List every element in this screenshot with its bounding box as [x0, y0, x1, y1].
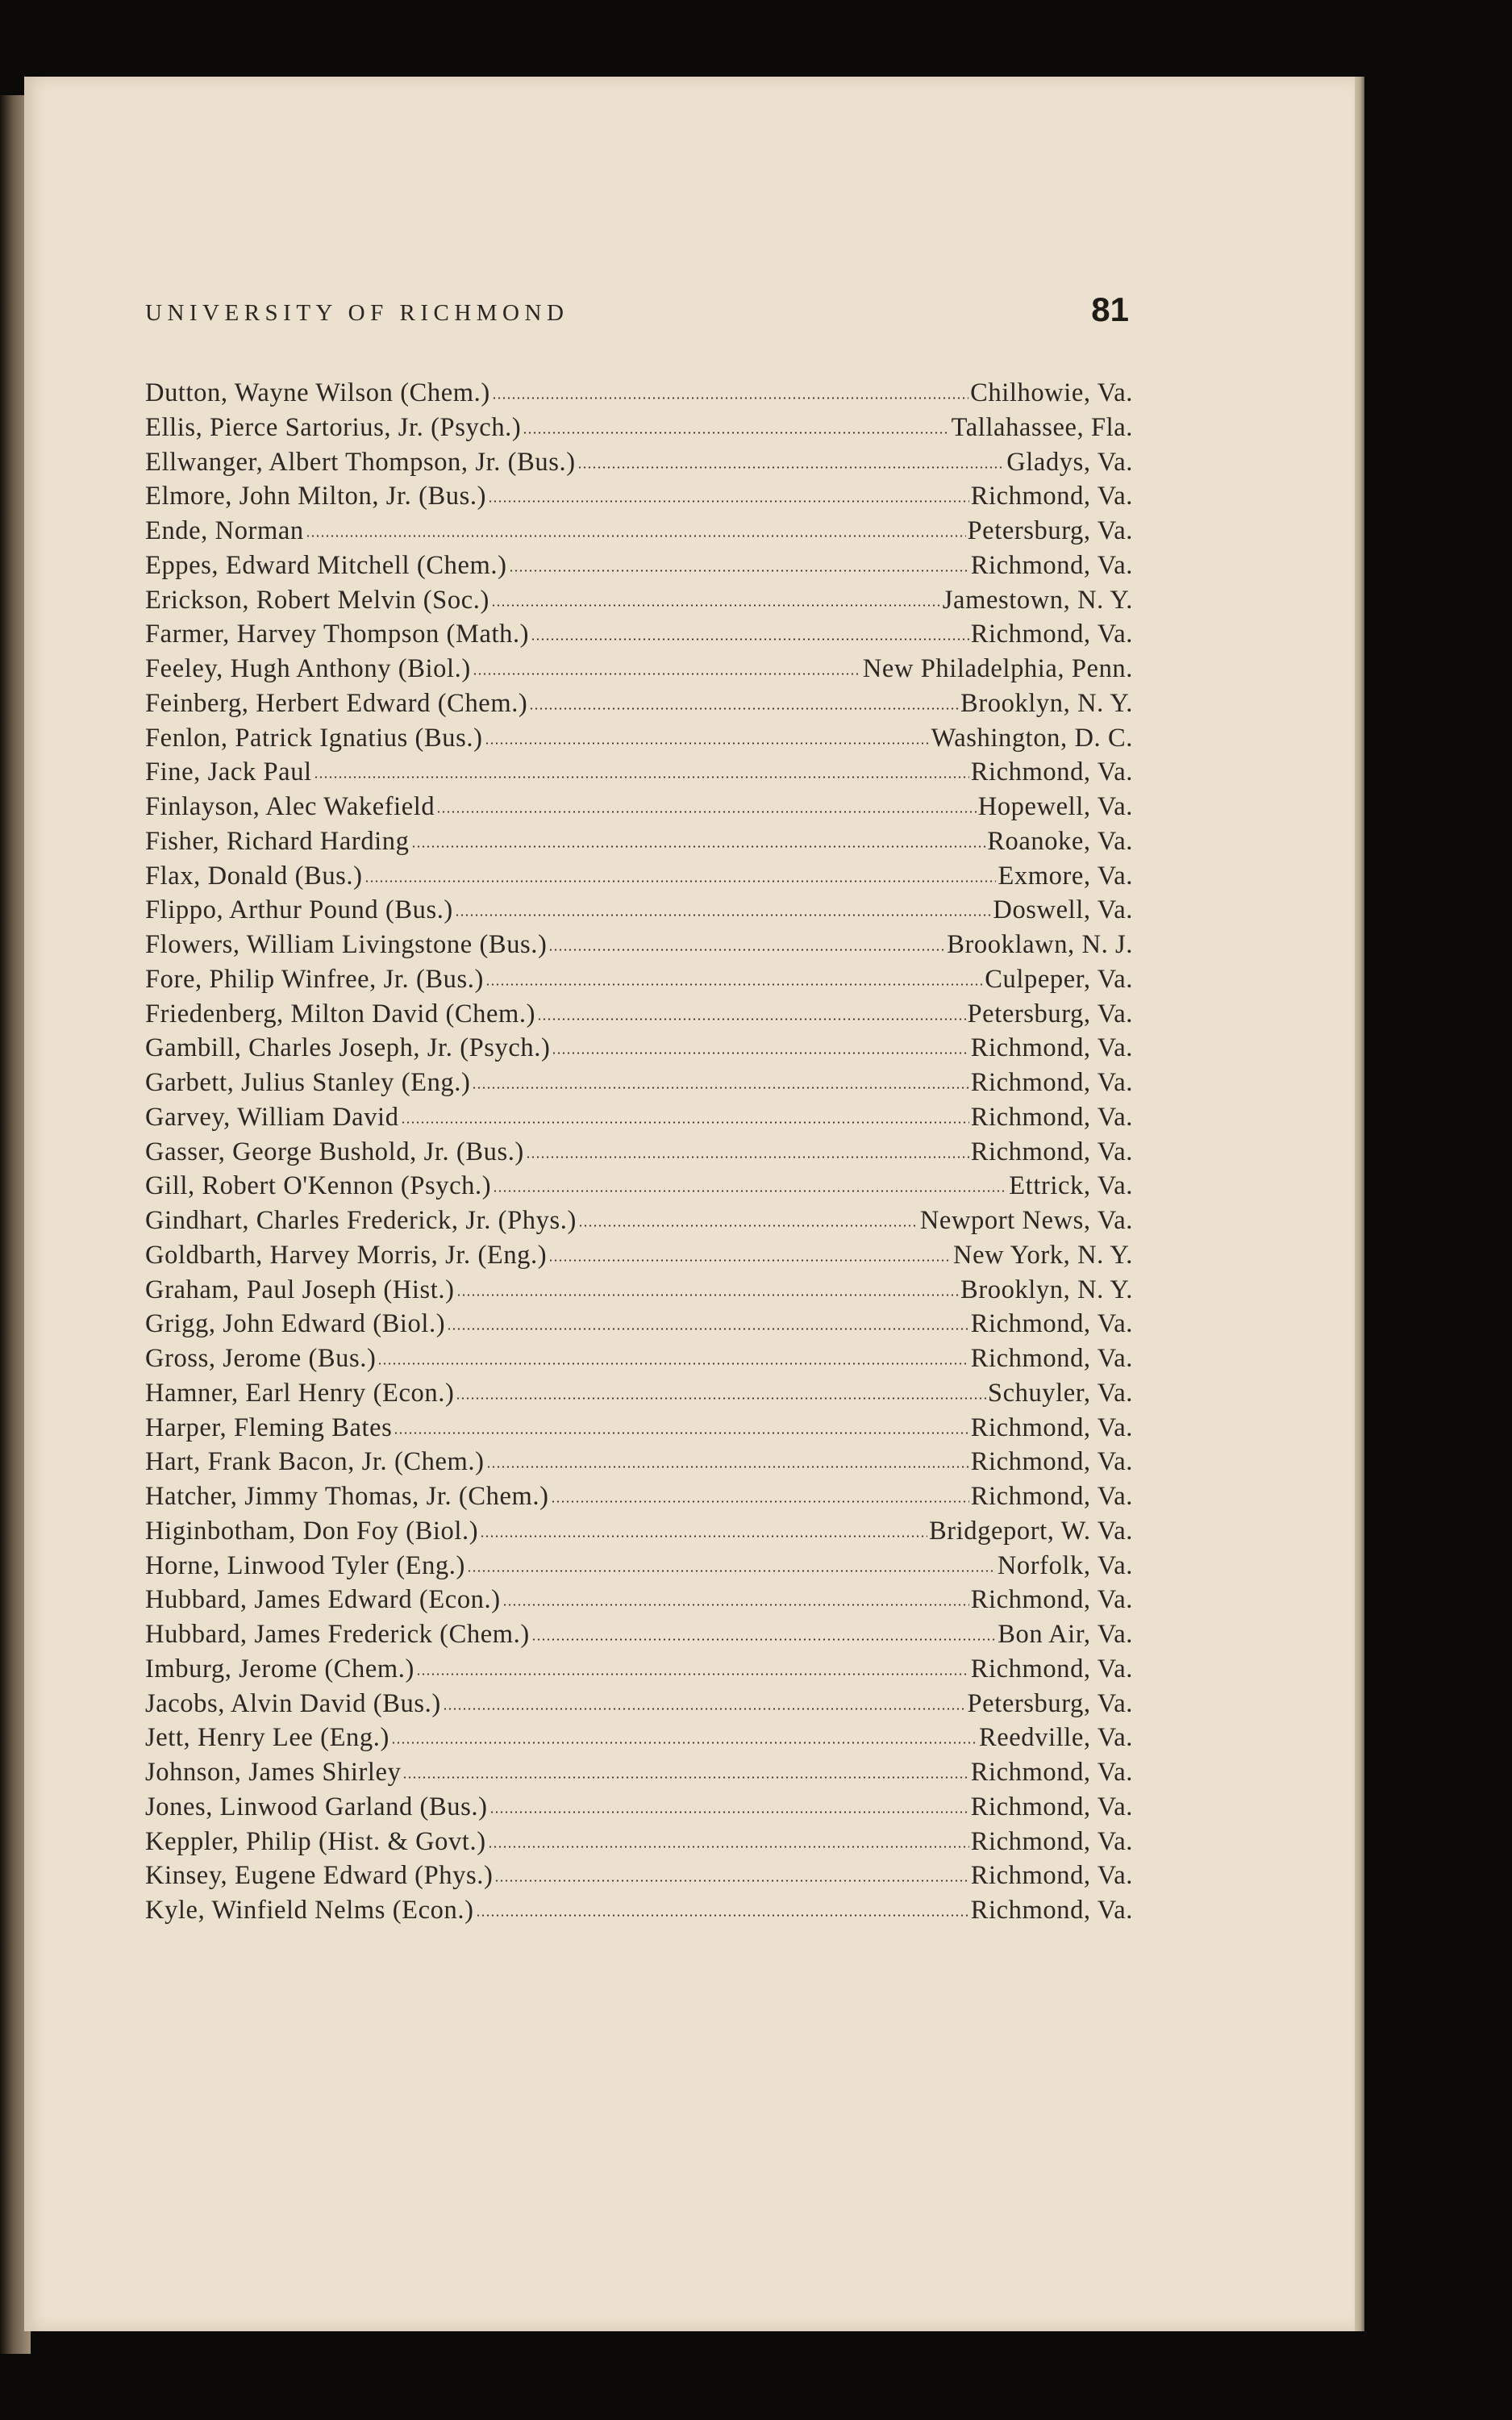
- roster-entry: [145, 514, 1133, 549]
- hometown: Schuyler, Va.: [987, 1378, 1133, 1408]
- roster-entry: [145, 1307, 1133, 1341]
- dot-leader: [578, 1225, 918, 1227]
- hometown: Jamestown, N. Y.: [942, 585, 1133, 615]
- dot-leader: [485, 742, 930, 745]
- roster-entry: [145, 1583, 1133, 1617]
- roster-entry: [145, 1514, 1133, 1549]
- hometown: Richmond, Va.: [970, 1412, 1133, 1442]
- dot-leader: [551, 1500, 969, 1503]
- roster-entry: [145, 1411, 1133, 1446]
- hometown: Richmond, Va.: [970, 1758, 1133, 1787]
- student-name: Flowers, William Livingstone (Bus.): [145, 930, 548, 959]
- roster-entry: [145, 1825, 1133, 1859]
- student-name: Hubbard, James Frederick (Chem.): [145, 1620, 530, 1649]
- dot-leader: [491, 604, 941, 607]
- hometown: Richmond, Va.: [970, 1896, 1133, 1925]
- student-name: Dutton, Wayne Wilson (Chem.): [145, 378, 490, 407]
- student-name: Erickson, Robert Melvin (Soc.): [145, 585, 489, 615]
- roster-entry: [145, 617, 1133, 652]
- student-name: Gross, Jerome (Bus.): [145, 1344, 377, 1373]
- student-name: Finlayson, Alec Wakefield: [145, 792, 435, 821]
- roster-entry: [145, 583, 1133, 618]
- dot-leader: [391, 1742, 977, 1744]
- hometown: Richmond, Va.: [970, 482, 1133, 511]
- student-name: Kyle, Winfield Nelms (Econ.): [145, 1896, 474, 1925]
- page-stack-edge: [1355, 77, 1364, 2331]
- roster-entry: [145, 1479, 1133, 1514]
- hometown: Richmond, Va.: [970, 1447, 1133, 1477]
- dot-leader: [314, 776, 969, 778]
- roster-entry: [145, 1238, 1133, 1273]
- hometown: Newport News, Va.: [919, 1206, 1133, 1235]
- student-name: Gambill, Charles Joseph, Jr. (Psych.): [145, 1033, 551, 1063]
- hometown: Norfolk, Va.: [997, 1550, 1133, 1580]
- hometown: Richmond, Va.: [970, 1861, 1133, 1891]
- student-name: Graham, Paul Joseph (Hist.): [145, 1275, 455, 1304]
- dot-leader: [523, 432, 949, 434]
- hometown: Brooklyn, N. Y.: [960, 1275, 1133, 1304]
- roster-entry: [145, 893, 1133, 928]
- dot-leader: [493, 1190, 1007, 1192]
- student-name: Fore, Philip Winfree, Jr. (Bus.): [145, 964, 484, 994]
- dot-leader: [377, 1362, 968, 1365]
- student-name: Johnson, James Shirley: [145, 1758, 402, 1787]
- student-name: Kinsey, Eugene Edward (Phys.): [145, 1861, 494, 1891]
- student-name: Grigg, John Edward (Biol.): [145, 1309, 446, 1339]
- header-title: UNIVERSITY OF RICHMOND: [145, 300, 569, 326]
- dot-leader: [447, 1328, 969, 1330]
- dot-leader: [552, 1052, 968, 1054]
- dot-leader: [416, 1673, 969, 1675]
- dot-leader: [488, 1846, 969, 1848]
- student-name: Hart, Frank Bacon, Jr. (Chem.): [145, 1447, 485, 1477]
- student-name: Hatcher, Jimmy Thomas, Jr. (Chem.): [145, 1482, 549, 1511]
- student-name: Gindhart, Charles Frederick, Jr. (Phys.): [145, 1206, 577, 1235]
- hometown: Richmond, Va.: [970, 1482, 1133, 1511]
- student-name: Garvey, William David: [145, 1102, 399, 1132]
- roster-entry: [145, 928, 1133, 962]
- roster-entry: [145, 790, 1133, 824]
- hometown: Richmond, Va.: [970, 620, 1133, 649]
- dot-leader: [486, 1466, 969, 1468]
- student-name: Keppler, Philip (Hist. & Govt.): [145, 1826, 486, 1856]
- hometown: Petersburg, Va.: [967, 1688, 1133, 1718]
- student-name: Fine, Jack Paul: [145, 757, 312, 787]
- roster-entry: [145, 1031, 1133, 1066]
- dot-leader: [467, 1570, 996, 1572]
- dot-leader: [476, 1914, 969, 1917]
- roster-entry: [145, 549, 1133, 583]
- roster-entry: [145, 755, 1133, 790]
- roster-entry: [145, 824, 1133, 859]
- student-name: Ende, Norman: [145, 516, 304, 545]
- roster-entry: [145, 686, 1133, 721]
- dot-leader: [485, 983, 983, 986]
- student-name: Goldbarth, Harvey Morris, Jr. (Eng.): [145, 1240, 548, 1270]
- roster-entry: [145, 1135, 1133, 1170]
- student-name: Friedenberg, Milton David (Chem.): [145, 999, 536, 1028]
- student-name: Fisher, Richard Harding: [145, 826, 410, 856]
- dot-leader: [455, 914, 992, 916]
- hometown: Exmore, Va.: [998, 861, 1133, 891]
- roster-entry: [145, 1549, 1133, 1583]
- student-name: Gasser, George Bushold, Jr. (Bus.): [145, 1137, 524, 1166]
- hometown: Richmond, Va.: [970, 1826, 1133, 1856]
- hometown: Bridgeport, W. Va.: [928, 1516, 1133, 1546]
- student-name: Ellis, Pierce Sartorius, Jr. (Psych.): [145, 412, 522, 442]
- student-name: Feeley, Hugh Anthony (Biol.): [145, 654, 471, 683]
- hometown: Richmond, Va.: [970, 757, 1133, 787]
- dot-leader: [473, 673, 861, 675]
- student-name: Jett, Henry Lee (Eng.): [145, 1723, 389, 1753]
- hometown: Hopewell, Va.: [977, 792, 1133, 821]
- hometown: Brooklyn, N. Y.: [960, 688, 1133, 718]
- dot-leader: [531, 638, 969, 640]
- student-name: Feinberg, Herbert Edward (Chem.): [145, 688, 528, 718]
- dot-leader: [411, 845, 986, 848]
- dot-leader: [456, 1294, 959, 1296]
- roster-entry: [145, 1169, 1133, 1204]
- hometown: Brooklawn, N. J.: [947, 930, 1133, 959]
- dot-leader: [548, 1259, 952, 1262]
- dot-leader: [472, 1087, 968, 1089]
- page-number: 81: [1091, 290, 1129, 328]
- student-name: Jacobs, Alvin David (Bus.): [145, 1688, 441, 1718]
- dot-leader: [531, 1638, 996, 1641]
- roster-entry: [145, 1790, 1133, 1825]
- roster-entry: [145, 1893, 1133, 1928]
- dot-leader: [364, 880, 997, 882]
- roster-entry: [145, 997, 1133, 1032]
- hometown: Richmond, Va.: [970, 1137, 1133, 1166]
- dot-leader: [402, 1776, 968, 1779]
- hometown: Chilhowie, Va.: [970, 378, 1133, 407]
- student-name: Flippo, Arthur Pound (Bus.): [145, 895, 453, 925]
- dot-leader: [548, 949, 945, 951]
- dot-leader: [526, 1156, 969, 1158]
- student-name: Elmore, John Milton, Jr. (Bus.): [145, 482, 487, 511]
- student-name: Ellwanger, Albert Thompson, Jr. (Bus.): [145, 447, 576, 477]
- student-name: Harper, Fleming Bates: [145, 1412, 393, 1442]
- dot-leader: [394, 1432, 968, 1434]
- dot-leader: [494, 1880, 968, 1882]
- hometown: Reedville, Va.: [978, 1723, 1133, 1753]
- roster-entry: [145, 1445, 1133, 1479]
- hometown: Richmond, Va.: [970, 1792, 1133, 1821]
- hometown: Gladys, Va.: [1006, 447, 1133, 477]
- roster-entry: [145, 1617, 1133, 1652]
- roster-entry: [145, 1204, 1133, 1238]
- hometown: Richmond, Va.: [970, 550, 1133, 580]
- student-name: Higinbotham, Don Foy (Biol.): [145, 1516, 479, 1546]
- student-name: Horne, Linwood Tyler (Eng.): [145, 1550, 465, 1580]
- hometown: Petersburg, Va.: [967, 516, 1133, 545]
- hometown: Richmond, Va.: [970, 1068, 1133, 1097]
- roster-entry: [145, 1066, 1133, 1100]
- hometown: Doswell, Va.: [993, 895, 1133, 925]
- student-name: Flax, Donald (Bus.): [145, 861, 363, 891]
- hometown: Richmond, Va.: [970, 1309, 1133, 1339]
- dot-leader: [502, 1604, 969, 1606]
- roster-entry: [145, 1859, 1133, 1893]
- hometown: Ettrick, Va.: [1009, 1171, 1133, 1201]
- roster-entry: [145, 1652, 1133, 1687]
- dot-leader: [480, 1535, 927, 1538]
- hometown: Richmond, Va.: [970, 1102, 1133, 1132]
- roster-entry: [145, 721, 1133, 756]
- roster-entry: [145, 376, 1133, 411]
- hometown: Richmond, Va.: [970, 1654, 1133, 1684]
- dot-leader: [443, 1708, 966, 1710]
- dot-leader: [529, 707, 959, 710]
- hometown: New Philadelphia, Penn.: [862, 654, 1133, 683]
- roster-entry: [145, 1755, 1133, 1790]
- dot-leader: [488, 500, 969, 503]
- roster-entry: [145, 1721, 1133, 1755]
- roster-entry: [145, 859, 1133, 894]
- dot-leader: [401, 1121, 969, 1124]
- student-name: Jones, Linwood Garland (Bus.): [145, 1792, 488, 1821]
- roster-entry: [145, 1376, 1133, 1411]
- dot-leader: [537, 1018, 965, 1020]
- dot-leader: [577, 466, 1006, 469]
- roster-entry: [145, 1687, 1133, 1721]
- dot-leader: [306, 535, 966, 537]
- dot-leader: [436, 811, 976, 813]
- dot-leader: [489, 1811, 969, 1813]
- roster-entry: [145, 479, 1133, 514]
- dot-leader: [509, 570, 969, 572]
- roster-entry: [145, 1100, 1133, 1135]
- hometown: Culpeper, Va.: [985, 964, 1133, 994]
- running-head: [145, 290, 1129, 339]
- roster-entry: [145, 962, 1133, 997]
- hometown: Tallahassee, Fla.: [951, 412, 1133, 442]
- hometown: Bon Air, Va.: [998, 1620, 1133, 1649]
- roster-entry: [145, 411, 1133, 445]
- hometown: Petersburg, Va.: [967, 999, 1133, 1028]
- student-name: Gill, Robert O'Kennon (Psych.): [145, 1171, 492, 1201]
- roster-entry: [145, 445, 1133, 480]
- dot-leader: [492, 397, 968, 399]
- hometown: New York, N. Y.: [953, 1240, 1133, 1270]
- student-name: Fenlon, Patrick Ignatius (Bus.): [145, 723, 483, 753]
- hometown: Washington, D. C.: [931, 723, 1133, 753]
- hometown: Richmond, Va.: [970, 1344, 1133, 1373]
- roster-entry: [145, 1341, 1133, 1376]
- roster-entry: [145, 1273, 1133, 1308]
- student-name: Eppes, Edward Mitchell (Chem.): [145, 550, 507, 580]
- dot-leader: [456, 1397, 986, 1400]
- student-name: Imburg, Jerome (Chem.): [145, 1654, 414, 1684]
- student-name: Hamner, Earl Henry (Econ.): [145, 1378, 455, 1408]
- student-roster-list: [145, 376, 1133, 1928]
- student-name: Garbett, Julius Stanley (Eng.): [145, 1068, 471, 1097]
- hometown: Roanoke, Va.: [987, 826, 1133, 856]
- roster-entry: [145, 652, 1133, 686]
- hometown: Richmond, Va.: [970, 1033, 1133, 1063]
- hometown: Richmond, Va.: [970, 1585, 1133, 1615]
- student-name: Farmer, Harvey Thompson (Math.): [145, 620, 530, 649]
- student-name: Hubbard, James Edward (Econ.): [145, 1585, 501, 1615]
